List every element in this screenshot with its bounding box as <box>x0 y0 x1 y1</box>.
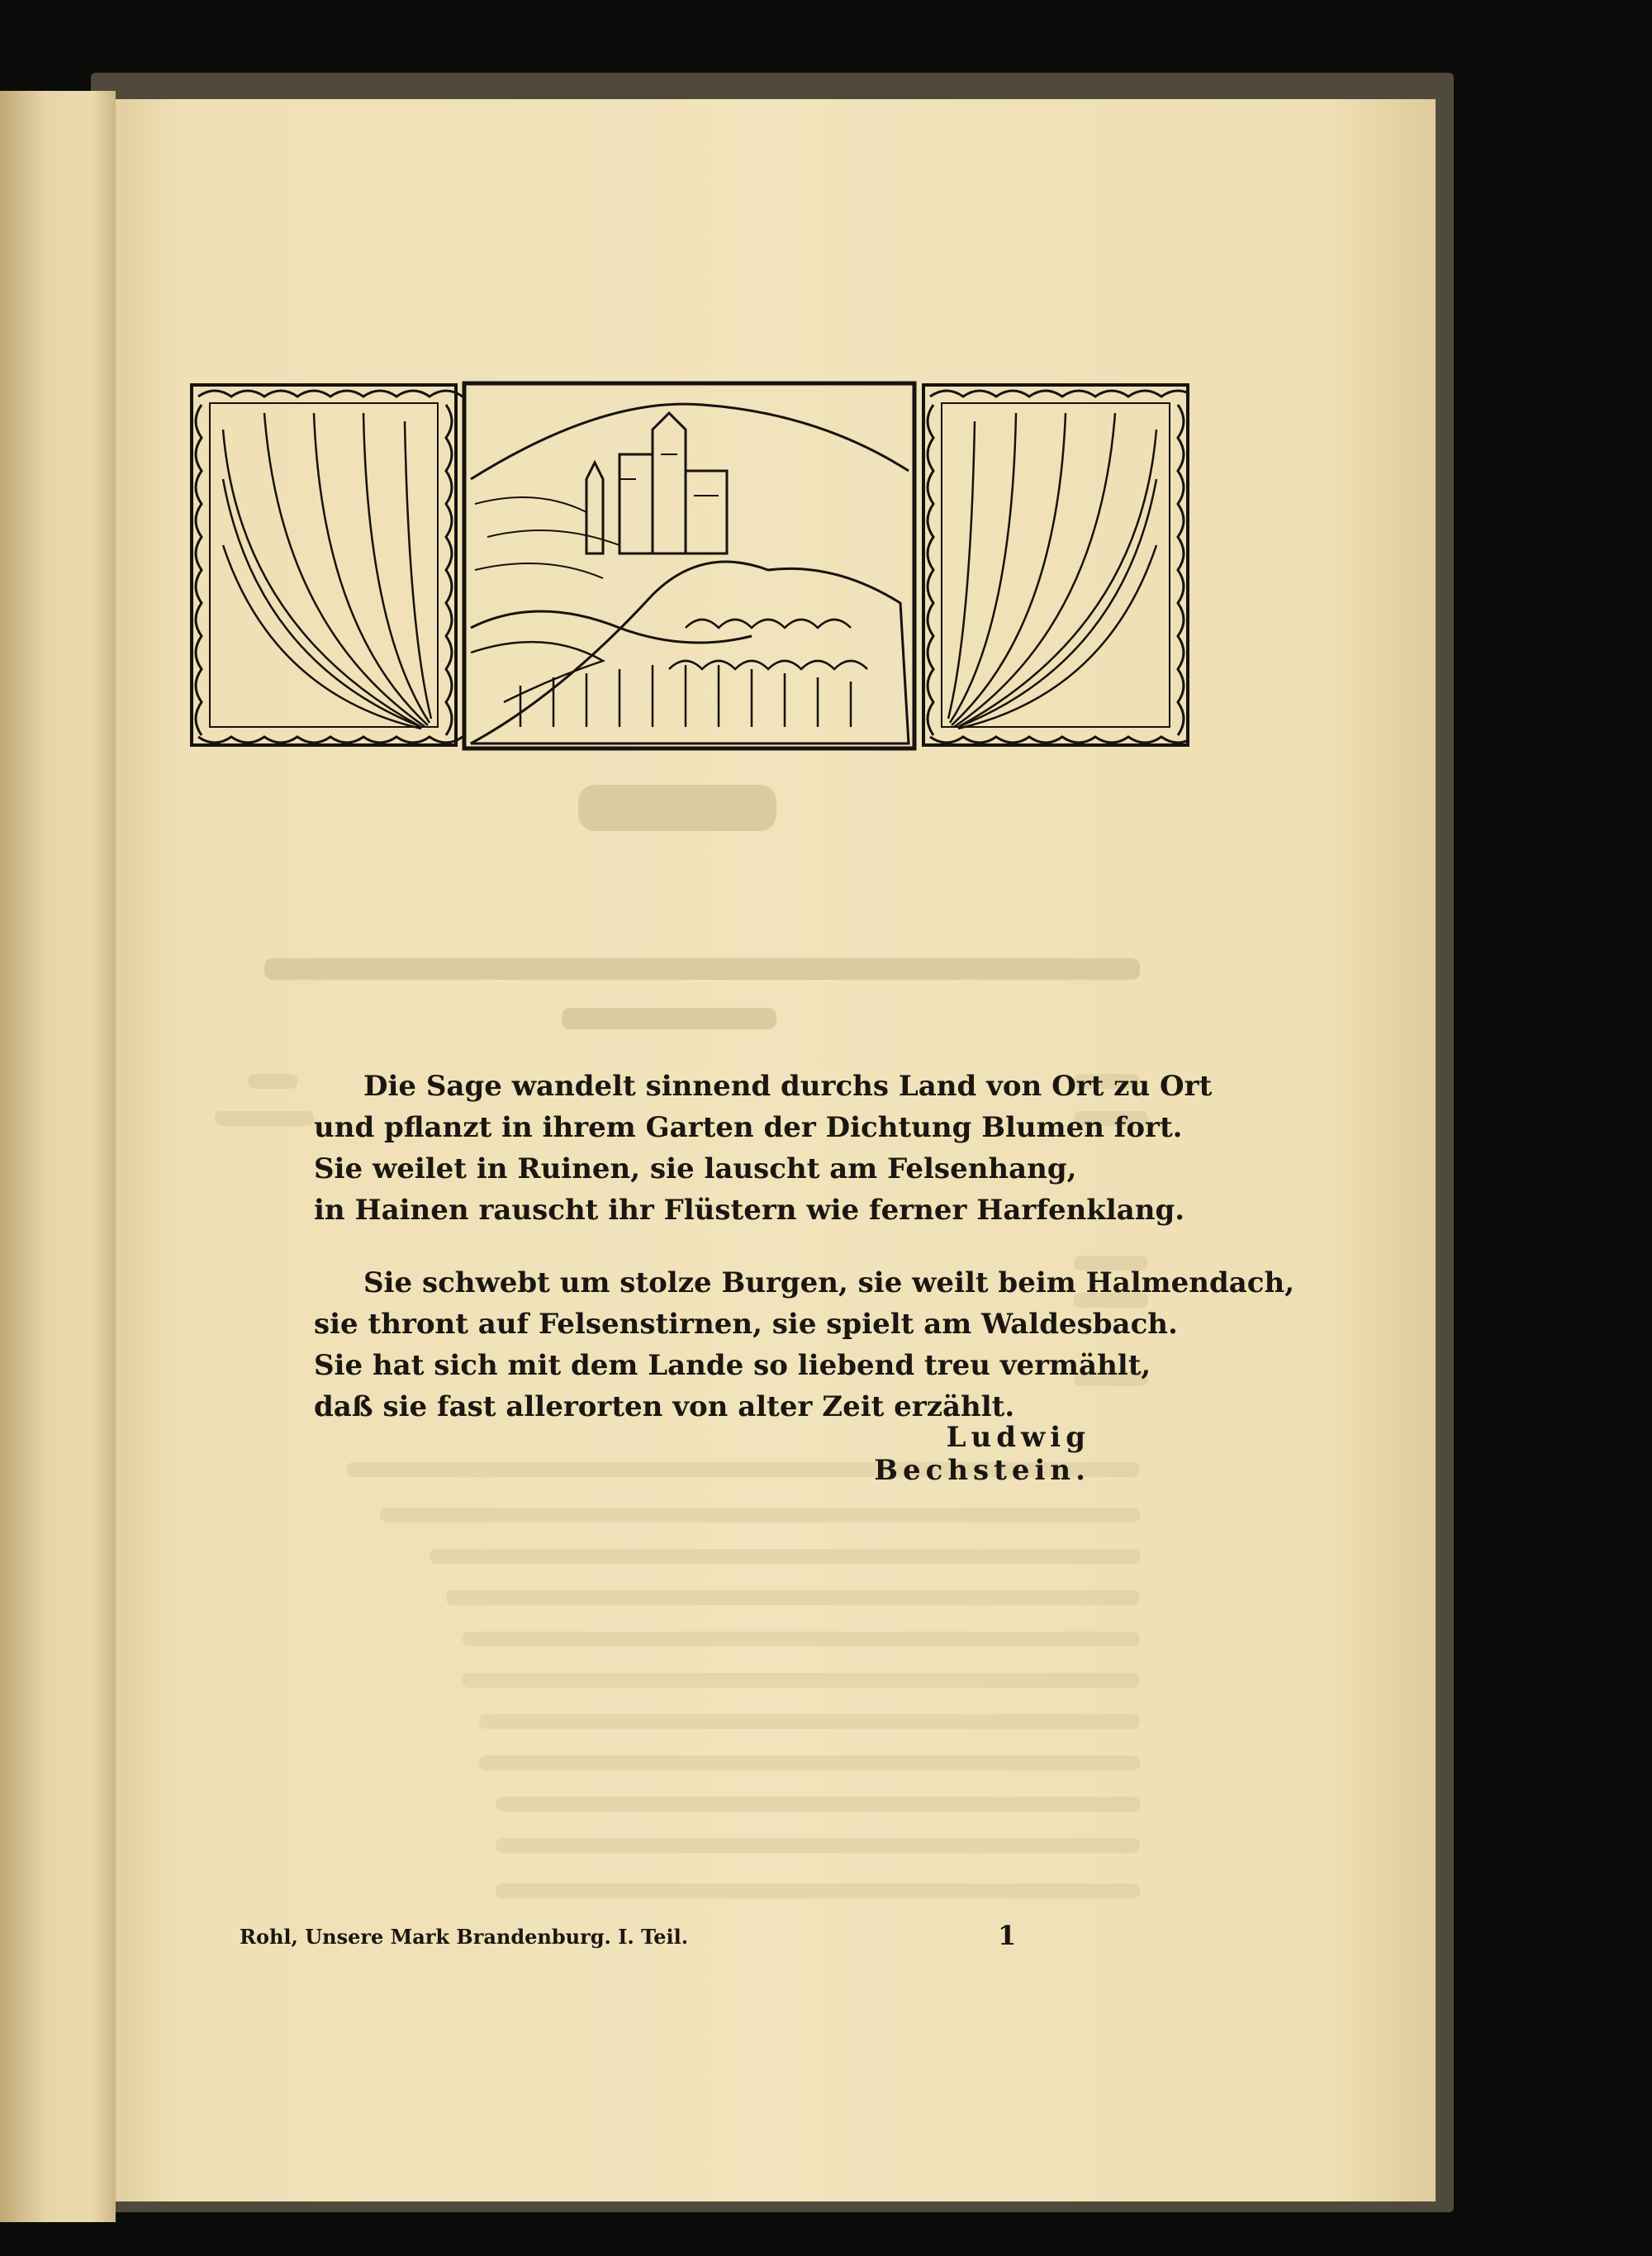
right-ornament-panel <box>923 385 1189 745</box>
header-vignette <box>190 380 1189 752</box>
poem-line: in Hainen rauscht ihr Flüstern wie ferner Harfenklang. <box>314 1194 1185 1227</box>
poem-line: Sie weilet in Ruinen, sie lauscht am Felsenhang, <box>314 1152 1077 1185</box>
poem-line: sie thront auf Felsenstirnen, sie spielt am Waldesbach. <box>314 1308 1178 1341</box>
poem-line: und pflanzt in ihrem Garten der Dichtung Blumen fort. <box>314 1111 1183 1144</box>
poem <box>314 1066 1295 1459</box>
poem-line: Sie hat sich mit dem Lande so liebend treu vermählt, <box>314 1349 1151 1382</box>
poem-line: Sie schwebt um stolze Burgen, sie weilt beim Halmendach, <box>363 1266 1295 1299</box>
poem-stanza-2 <box>314 1262 1295 1427</box>
footer-book-reference: Rohl, Unsere Mark Brandenburg. I. Teil. <box>240 1925 689 1949</box>
left-ornament-panel <box>192 385 463 745</box>
poem-author: Ludwig Bechstein. <box>874 1421 1090 1487</box>
poem-line: Die Sage wandelt sinnend durchs Land von Ort zu Ort <box>363 1070 1213 1103</box>
page-number: 1 <box>998 1920 1017 1951</box>
poem-line: daß sie fast allerorten von alter Zeit erzählt. <box>314 1390 1015 1423</box>
castle-landscape-panel <box>464 383 914 748</box>
poem-stanza-1 <box>314 1066 1213 1231</box>
